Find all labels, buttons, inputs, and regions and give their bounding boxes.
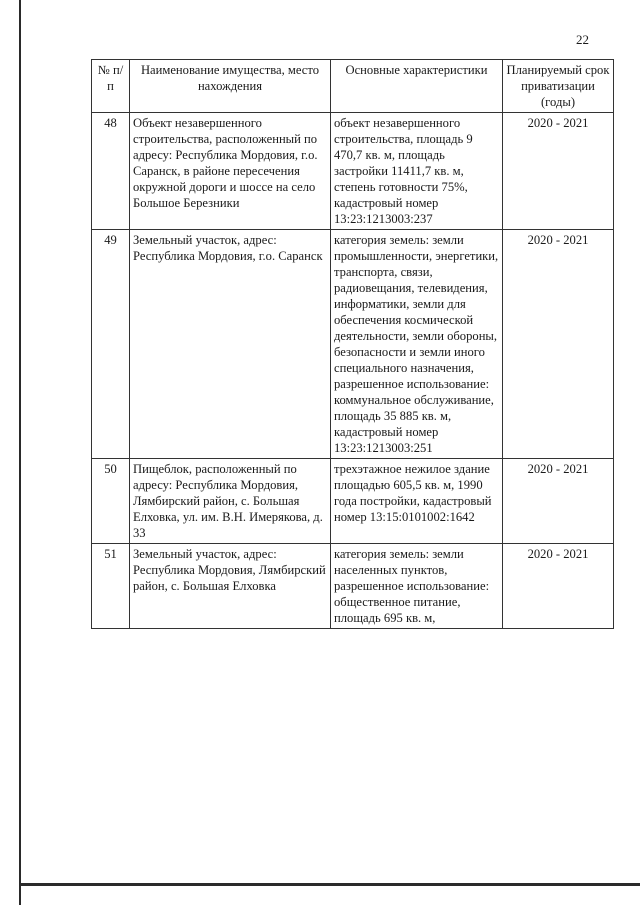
row-name: Пищеблок, расположенный по адресу: Республика Мордовия, Лямбирский район, с. Большая Елховка, ул. им. В.Н. Имерякова, д. 33: [130, 459, 331, 544]
table-row: [92, 544, 614, 629]
header-term: Планируемый срок приватизации (годы): [503, 60, 614, 113]
row-term: 2020 - 2021: [503, 230, 614, 459]
row-name: Земельный участок, адрес: Республика Мордовия, Лямбирский район, с. Большая Елховка: [130, 544, 331, 629]
scan-bottom-edge: [19, 883, 640, 886]
row-characteristics: объект незавершенного строительства, площадь 9 470,7 кв. м, площадь застройки 11411,7 кв. м, степень готовности 75%, кадастровый номер 13:23:1213003:237: [331, 113, 503, 230]
row-term: 2020 - 2021: [503, 544, 614, 629]
table-row: [92, 113, 614, 230]
row-term: 2020 - 2021: [503, 459, 614, 544]
row-name: Земельный участок, адрес: Республика Мордовия, г.о. Саранск: [130, 230, 331, 459]
row-characteristics: категория земель: земли промышленности, энергетики, транспорта, связи, радиовещания, телевидения, информатики, земли для обеспечения космической деятельности, земли обороны, безопасности и земли иного специального назначения, разрешенное использование: коммунальное обслуживание, площадь 35 885 кв. м, кадастровый номер 13:23:1213003:251: [331, 230, 503, 459]
header-characteristics: Основные характеристики: [331, 60, 503, 113]
privatization-table: [91, 59, 614, 629]
scan-left-edge: [19, 0, 21, 905]
table-header-row: [92, 60, 614, 113]
table-row: [92, 230, 614, 459]
row-characteristics: категория земель: земли населенных пунктов, разрешенное использование: общественное питание, площадь 695 кв. м,: [331, 544, 503, 629]
header-num: № п/п: [92, 60, 130, 113]
row-term: 2020 - 2021: [503, 113, 614, 230]
row-num: 50: [92, 459, 130, 544]
page-number: 22: [576, 32, 589, 47]
row-num: 49: [92, 230, 130, 459]
row-num: 48: [92, 113, 130, 230]
row-num: 51: [92, 544, 130, 629]
header-name: Наименование имущества, место нахождения: [130, 60, 331, 113]
row-characteristics: трехэтажное нежилое здание площадью 605,5 кв. м, 1990 года постройки, кадастровый номер 13:15:0101002:1642: [331, 459, 503, 544]
table-row: [92, 459, 614, 544]
row-name: Объект незавершенного строительства, расположенный по адресу: Республика Мордовия, г.о. Саранск, в районе пересечения окружной дороги и шоссе на село Большое Березники: [130, 113, 331, 230]
